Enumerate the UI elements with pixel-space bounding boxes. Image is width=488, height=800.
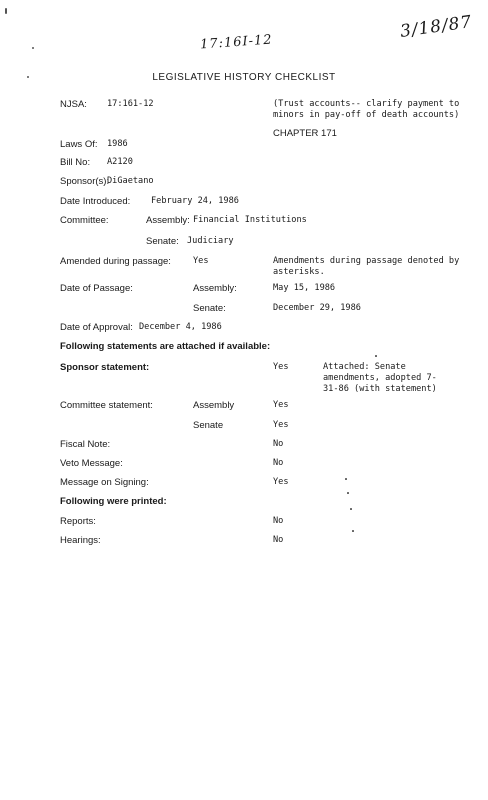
laws-of-label: Laws Of:: [60, 139, 98, 150]
njsa-value: 17:161-12: [107, 99, 154, 109]
approval-value: December 4, 1986: [139, 322, 222, 332]
bill-no-label: Bill No:: [60, 157, 91, 168]
fiscal-note-label: Fiscal Note:: [60, 439, 111, 450]
sponsor-statement-value: Yes: [273, 362, 289, 372]
passage-assembly-value: May 15, 1986: [273, 283, 336, 293]
sponsor-statement-label: Sponsor statement:: [60, 362, 150, 373]
hearings-label: Hearings:: [60, 535, 101, 546]
sponsors-value: DiGaetano: [107, 176, 154, 186]
committee-label: Committee:: [60, 215, 109, 226]
reports-value: No: [273, 516, 284, 526]
scan-speck: [352, 530, 354, 532]
scan-speck: [350, 508, 352, 510]
committee-statement-senate-value: Yes: [273, 420, 289, 430]
committee-statement-label: Committee statement:: [60, 400, 153, 411]
committee-senate-value: Judiciary: [187, 236, 234, 246]
committee-statement-assembly-value: Yes: [273, 400, 289, 410]
scan-speck: [345, 478, 347, 480]
fiscal-note-value: No: [273, 439, 284, 449]
scan-speck: [347, 492, 349, 494]
committee-assembly-label: Assembly:: [146, 215, 190, 226]
passage-assembly-label: Assembly:: [193, 283, 237, 294]
veto-message-value: No: [273, 458, 284, 468]
committee-statement-senate-label: Senate: [193, 420, 224, 431]
committee-senate-label: Senate:: [146, 236, 179, 247]
date-introduced-value: February 24, 1986: [151, 196, 239, 206]
committee-assembly-value: Financial Institutions: [193, 215, 307, 225]
message-on-signing-value: Yes: [273, 477, 289, 487]
handwritten-law-ref: 17:16I-12: [199, 32, 273, 53]
amended-note: Amendments during passage denoted by asterisks.: [273, 256, 460, 277]
message-on-signing-label: Message on Signing:: [60, 477, 149, 488]
following-printed-heading: Following were printed:: [60, 496, 167, 507]
passage-label: Date of Passage:: [60, 283, 133, 294]
date-introduced-label: Date Introduced:: [60, 196, 131, 207]
amended-value: Yes: [193, 256, 209, 266]
veto-message-label: Veto Message:: [60, 458, 123, 469]
passage-senate-label: Senate:: [193, 303, 226, 314]
chapter: CHAPTER 171: [273, 128, 337, 139]
sponsor-statement-note: Attached: Senate amendments, adopted 7-31-86 (with statement): [323, 362, 437, 394]
amended-label: Amended during passage:: [60, 256, 171, 267]
njsa-label: NJSA:: [60, 99, 87, 110]
approval-label: Date of Approval:: [60, 322, 133, 333]
scan-speck: [375, 355, 377, 357]
scan-speck: [32, 47, 34, 49]
scan-speck: [5, 8, 7, 14]
handwritten-date: 3/18/87: [398, 12, 474, 42]
committee-statement-assembly-label: Assembly: [193, 400, 235, 411]
page-title: LEGISLATIVE HISTORY CHECKLIST: [152, 72, 336, 83]
njsa-description: (Trust accounts-- clarify payment to minors in pay-off of death accounts): [273, 99, 460, 120]
reports-label: Reports:: [60, 516, 96, 527]
laws-of-value: 1986: [107, 139, 128, 149]
passage-senate-value: December 29, 1986: [273, 303, 361, 313]
following-attached-heading: Following statements are attached if available:: [60, 341, 271, 352]
bill-no-value: A2120: [107, 157, 133, 167]
sponsors-label: Sponsor(s):: [60, 176, 110, 187]
hearings-value: No: [273, 535, 284, 545]
